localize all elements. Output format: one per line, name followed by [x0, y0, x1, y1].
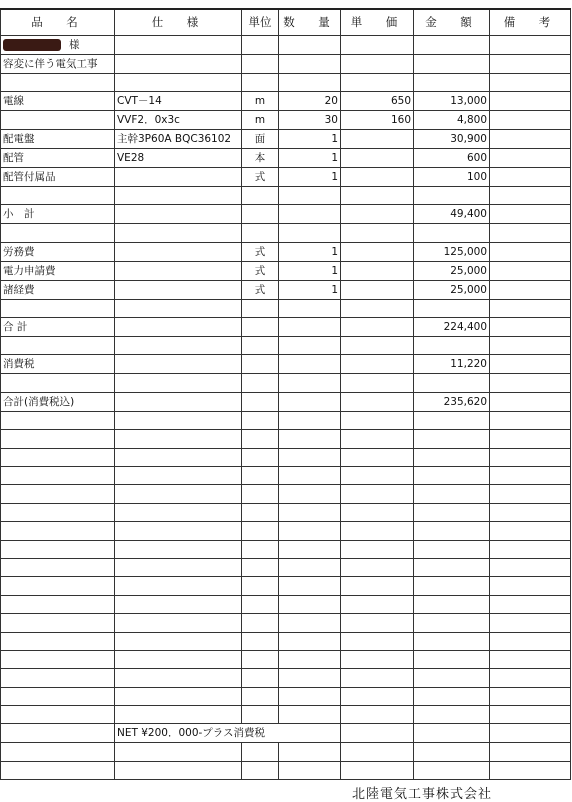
row-item [1, 110, 115, 129]
row-unit: m [242, 110, 279, 129]
blank-row [1, 186, 571, 204]
estimate-table [0, 8, 571, 780]
subtotal-row [1, 205, 571, 224]
row-amount: 25,000 [414, 261, 490, 280]
tax-amount: 11,220 [414, 355, 490, 374]
row-unit: 式 [242, 242, 279, 261]
table-row [1, 110, 571, 129]
row-amount: 13,000 [414, 91, 490, 110]
blank-row [1, 503, 571, 521]
blank-row [1, 650, 571, 668]
header-price: 単 価 [341, 9, 414, 35]
table-row [1, 129, 571, 148]
subtotal-amount: 49,400 [414, 205, 490, 224]
blank-row [1, 577, 571, 595]
blank-row [1, 706, 571, 724]
table-row [1, 91, 571, 110]
row-spec: 主幹3P60A BQC36102 [115, 129, 242, 148]
header-spec: 仕 様 [115, 9, 242, 35]
blank-row [1, 485, 571, 503]
table-row [1, 148, 571, 167]
blank-row [1, 522, 571, 540]
net-note: NET ¥200．000-プラス消費税 [115, 724, 341, 743]
row-unit: 式 [242, 280, 279, 299]
blank-row [1, 558, 571, 576]
blank-row [1, 374, 571, 392]
row-price [341, 129, 414, 148]
row-price [341, 148, 414, 167]
row-amount: 100 [414, 167, 490, 186]
blank-row [1, 448, 571, 466]
header-row [1, 9, 571, 35]
redacted-name-mark [3, 39, 61, 51]
row-price [341, 167, 414, 186]
header-note: 備 考 [490, 9, 571, 35]
row-qty: 1 [279, 148, 341, 167]
project-row [1, 54, 571, 73]
blank-row [1, 687, 571, 705]
recipient-row [1, 35, 571, 54]
tax-row [1, 355, 571, 374]
row-amount: 30,900 [414, 129, 490, 148]
header-unit: 単位 [242, 9, 279, 35]
row-amount: 125,000 [414, 242, 490, 261]
row-unit: 式 [242, 261, 279, 280]
recipient-cell [1, 35, 115, 54]
row-unit: m [242, 91, 279, 110]
project-title: 容変に伴う電気工事 [1, 54, 115, 73]
blank-row [1, 743, 571, 761]
header-item: 品 名 [1, 9, 115, 35]
blank-row [1, 595, 571, 613]
row-unit: 面 [242, 129, 279, 148]
net-note-row [1, 724, 571, 743]
row-price: 650 [341, 91, 414, 110]
recipient-suffix: 様 [69, 38, 80, 51]
row-item: 配管付属品 [1, 167, 115, 186]
row-qty: 20 [279, 91, 341, 110]
tax-label: 消費税 [1, 355, 115, 374]
row-item: 配電盤 [1, 129, 115, 148]
header-amount: 金 額 [414, 9, 490, 35]
blank-row [1, 411, 571, 429]
table-row [1, 242, 571, 261]
blank-row [1, 430, 571, 448]
blank-row [1, 467, 571, 485]
row-qty: 1 [279, 261, 341, 280]
table-row [1, 167, 571, 186]
estimate-sheet [0, 8, 570, 783]
row-item: 諸経費 [1, 280, 115, 299]
row-item: 労務費 [1, 242, 115, 261]
grand-total-amount: 235,620 [414, 392, 490, 411]
grand-total-label: 合計(消費税込) [1, 392, 115, 411]
row-spec: CVT－14 [115, 91, 242, 110]
row-item: 電線 [1, 91, 115, 110]
row-unit: 本 [242, 148, 279, 167]
blank-row [1, 614, 571, 632]
blank-row [1, 299, 571, 317]
row-amount: 4,800 [414, 110, 490, 129]
row-qty: 30 [279, 110, 341, 129]
row-spec [115, 167, 242, 186]
row-amount: 25,000 [414, 280, 490, 299]
blank-row [1, 669, 571, 687]
company-name: 北陸電気工事株式会社 [352, 787, 493, 802]
subtotal-label: 小 計 [1, 205, 115, 224]
row-qty: 1 [279, 129, 341, 148]
row-unit: 式 [242, 167, 279, 186]
header-qty: 数 量 [279, 9, 341, 35]
grand-total-row [1, 392, 571, 411]
total-amount: 224,400 [414, 318, 490, 337]
row-amount: 600 [414, 148, 490, 167]
row-qty: 1 [279, 167, 341, 186]
row-spec: VE28 [115, 148, 242, 167]
row-item: 電力申請費 [1, 261, 115, 280]
row-qty: 1 [279, 242, 341, 261]
table-row [1, 261, 571, 280]
table-row [1, 280, 571, 299]
row-item: 配管 [1, 148, 115, 167]
blank-row [1, 632, 571, 650]
blank-row [1, 337, 571, 355]
blank-row [1, 73, 571, 91]
row-qty: 1 [279, 280, 341, 299]
row-price: 160 [341, 110, 414, 129]
row-spec: VVF2．0x3c [115, 110, 242, 129]
total-label: 合 計 [1, 318, 115, 337]
blank-row [1, 761, 571, 779]
blank-row [1, 224, 571, 242]
total-row [1, 318, 571, 337]
blank-row [1, 540, 571, 558]
